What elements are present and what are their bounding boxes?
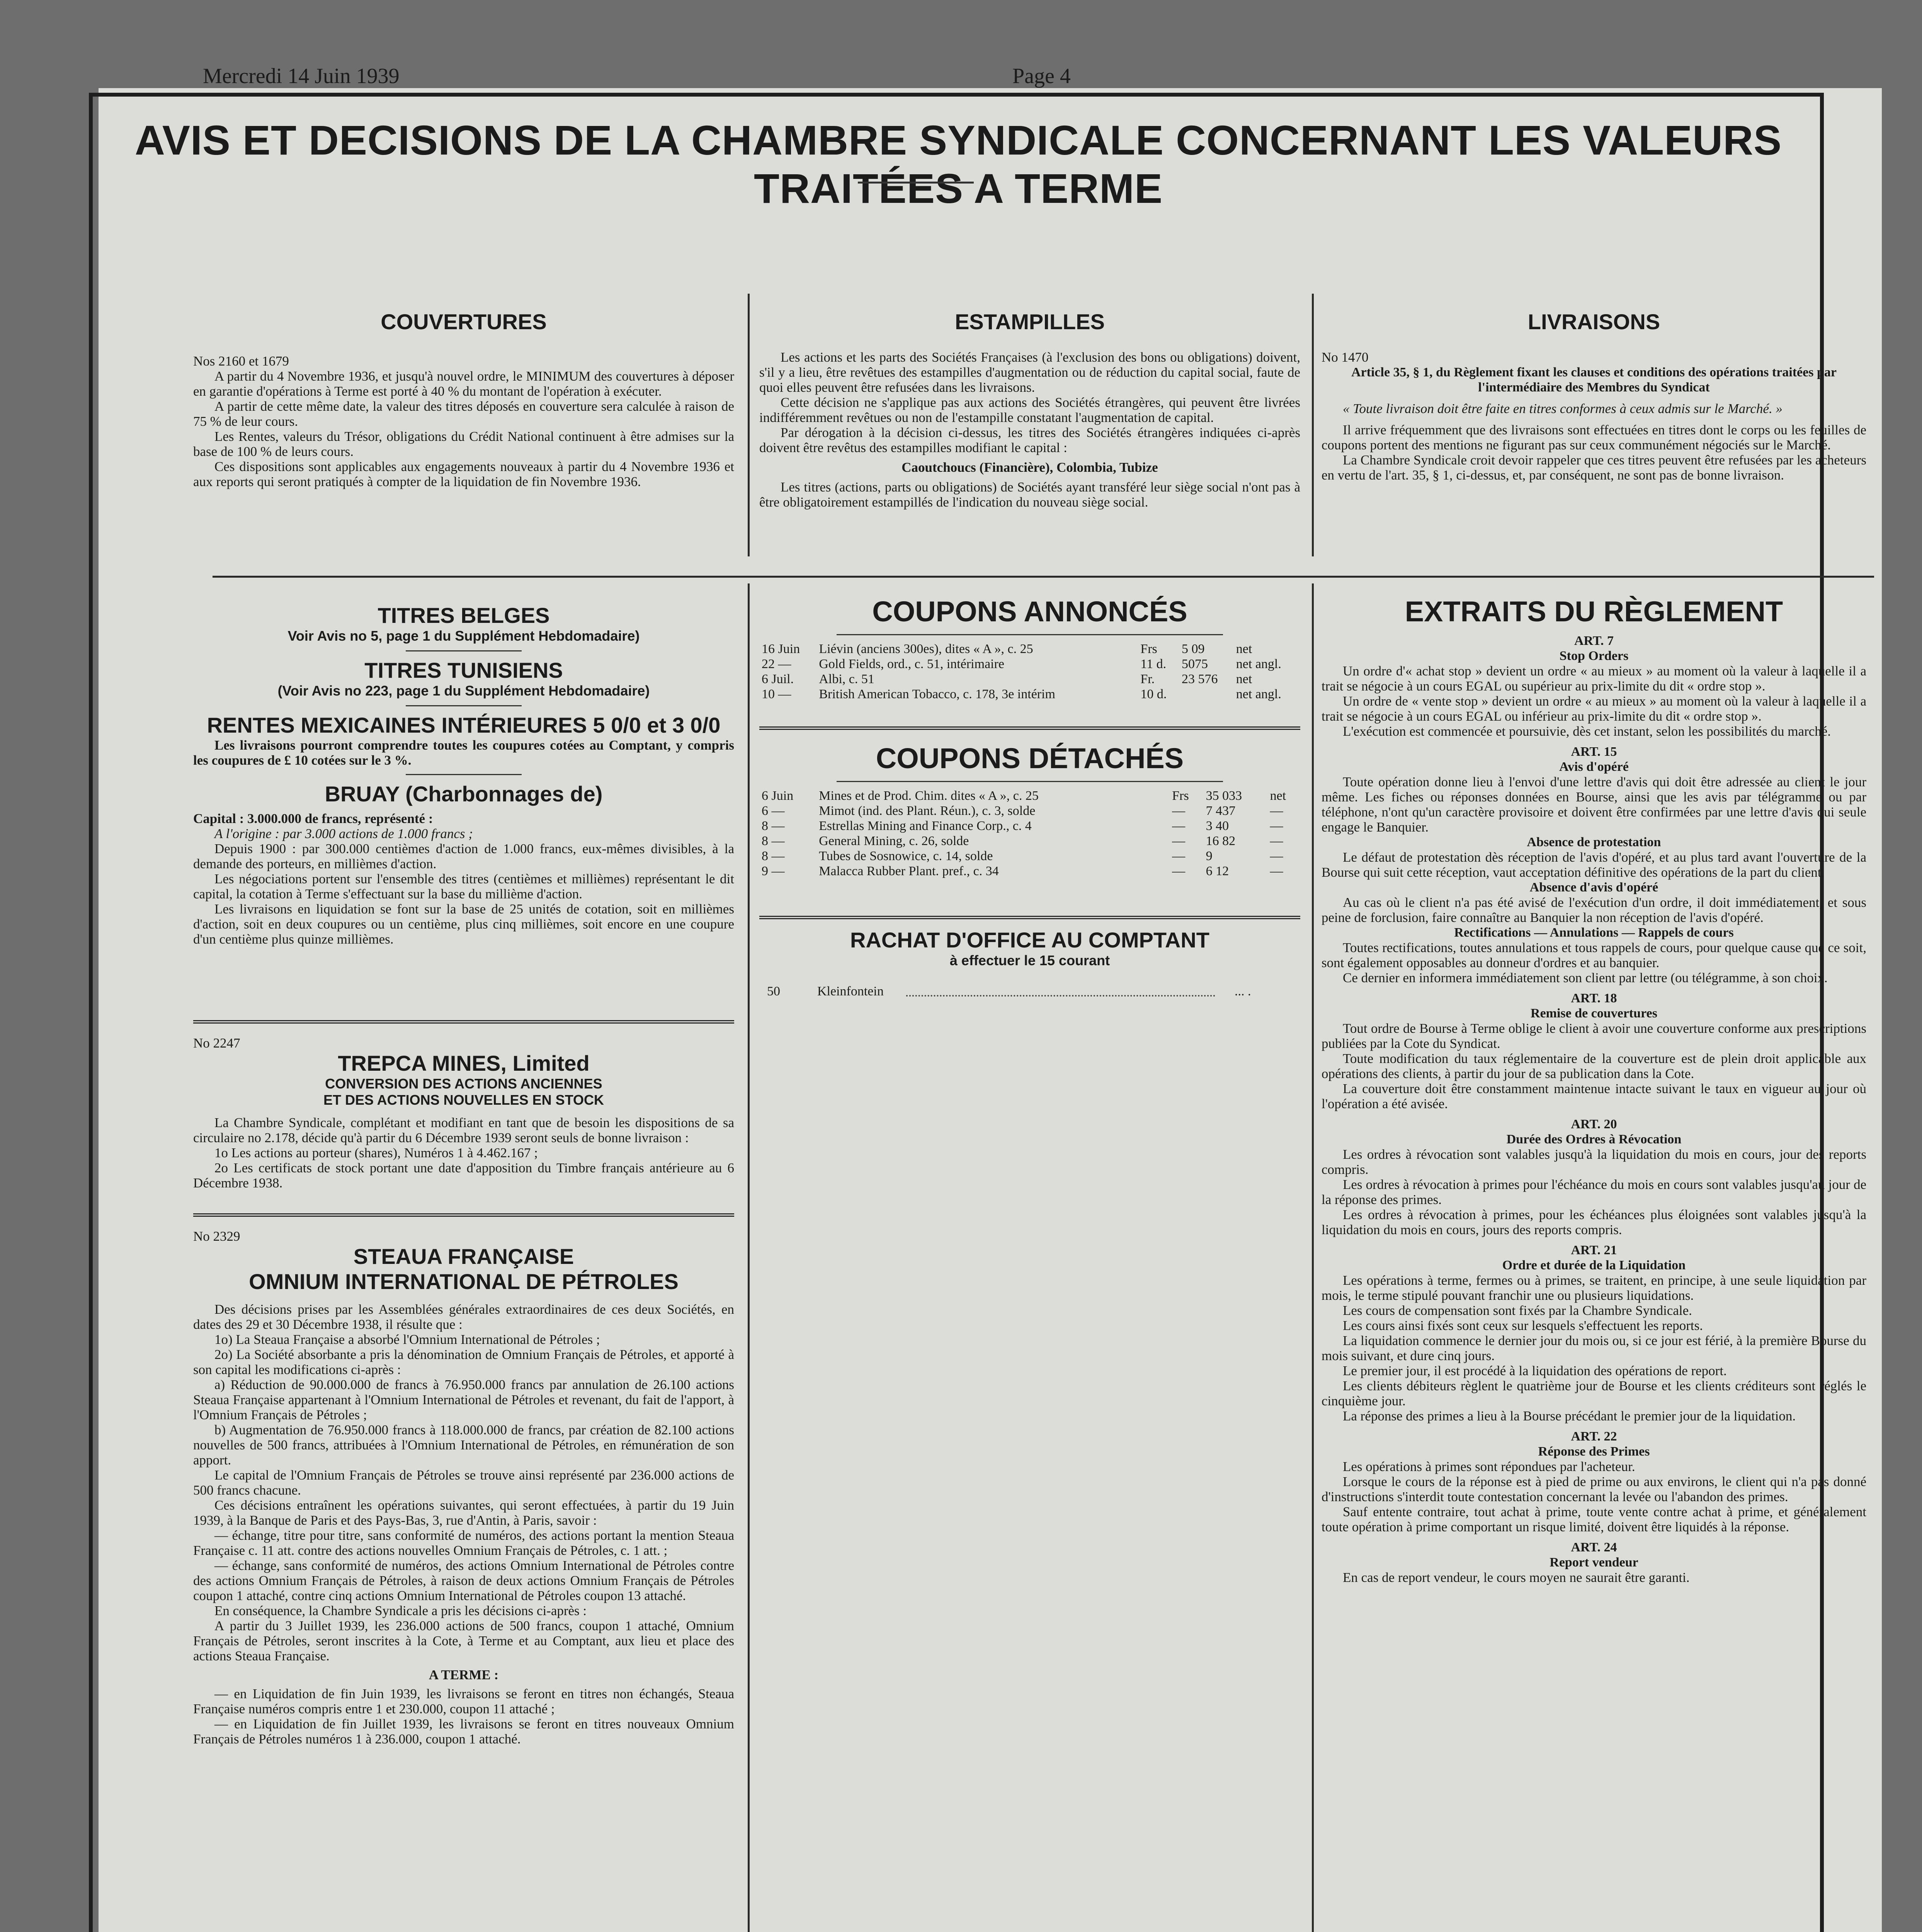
table-row: 8 — Estrellas Mining and Finance Corp., c. 4 — 3 40 — (762, 819, 1283, 833)
livraisons-heading: LIVRAISONS (1527, 310, 1660, 334)
estampilles-para-3: Par dérogation à la décision ci-dessus, les titres des Sociétés étrangères indiquées ci-après doivent être revêtus des estampilles modifiant le capital : (759, 425, 1300, 455)
steaua-ref: No 2329 (193, 1229, 240, 1244)
steaua-section (193, 1229, 734, 1747)
steaua-para-10: En conséquence, la Chambre Syndicale a pris les décisions ci-après : (214, 1603, 587, 1618)
article-number: ART. 15 (1571, 745, 1617, 759)
trepca-sub-2: ET DES ACTIONS NOUVELLES EN STOCK (323, 1092, 604, 1108)
table-row: 10 — British American Tobacco, c. 178, 3e intérim 10 d. net angl. (762, 687, 1281, 701)
article-title: Avis d'opéré (1559, 760, 1629, 774)
table-row: 6 — Mimot (ind. des Plant. Réun.), c. 3, solde — 7 437 — (762, 804, 1283, 818)
bruay-para-3: Les livraisons en liquidation se font sur la base de 25 unités de cotation, soit en millièmes d'action, soit en deux coupures ou un centième, plus cinq millièmes, soit encore en une coupure d'un centième plus quinze millièmes. (193, 901, 734, 947)
coupons-detaches-table (759, 788, 1300, 879)
estampilles-section (759, 309, 1300, 510)
steaua-para-9: — échange, sans conformité de numéros, des actions Omnium International de Pétroles contre des actions Omnium Français de Pétroles, à raison de deux actions Omnium Français de Pétroles coupon 1 attaché, contre cinq actions Omnium International de Pétroles coupon 13 attaché. (193, 1558, 734, 1603)
left-column (193, 603, 734, 947)
coupons-annonces-section (759, 595, 1300, 702)
livraisons-ref: No 1470 (1322, 350, 1369, 365)
article-paragraph: Toutes rectifications, toutes annulations et tous rappels de cours, pour quelque cause que ce soit, sont également opposables au donneur d'ordres et au banquier. (1322, 940, 1866, 970)
article-paragraph: Le premier jour, il est procédé à la liquidation des opérations de report. (1343, 1363, 1727, 1378)
title-divider (858, 182, 974, 184)
article-paragraph: Les opérations à terme, fermes ou à primes, se traitent, en principe, à une seule liquidation par mois, le terme stipulé pouvant franchir une ou plusieurs liquidations. (1322, 1273, 1866, 1303)
extraits-section (1322, 595, 1866, 1585)
table-row: 22 — Gold Fields, ord., c. 51, intérimaire 11 d. 5075 net angl. (762, 657, 1281, 671)
titres-belges-sub: Voir Avis no 5, page 1 du Supplément Hebdomadaire) (287, 628, 640, 644)
trepca-section (193, 1036, 734, 1190)
steaua-para-11: A partir du 3 Juillet 1939, les 236.000 actions de 500 francs, coupon 1 attaché, Omnium Français de Pétroles, seront inscrites à la Cote, à Terme et au Comptant, aux lieu et place des actions Steaua Française. (193, 1618, 734, 1663)
section-rule (193, 1020, 734, 1024)
article-number: ART. 20 (1571, 1117, 1617, 1131)
article-paragraph: En cas de report vendeur, le cours moyen ne saurait être garanti. (1343, 1570, 1690, 1585)
article-title: Durée des Ordres à Révocation (1506, 1132, 1682, 1146)
livraisons-para-1: Il arrive fréquemment que des livraisons sont effectuées en titres dont le corps ou les feuilles de coupons portent des mentions ne figurant pas sur ceux communément négociés sur le Marché. (1322, 422, 1866, 452)
section-rule (759, 726, 1300, 730)
estampilles-para-4: Les titres (actions, parts ou obligations) de Sociétés ayant transféré leur siège social n'ont pas à être obligatoirement estampillés de l'indication du nouveau siège social. (759, 480, 1300, 510)
section-rule (193, 1213, 734, 1217)
column-rule (1312, 294, 1314, 556)
article-number: ART. 24 (1571, 1540, 1617, 1554)
estampilles-heading: ESTAMPILLES (955, 310, 1105, 334)
section-rule (759, 916, 1300, 919)
couvertures-para-3: Les Rentes, valeurs du Trésor, obligations du Crédit National continuent à être admises sur la base de 100 % de leurs cours. (193, 429, 734, 459)
steaua-para-12: — en Liquidation de fin Juin 1939, les livraisons se feront en titres non échangés, Steaua Française numéros compris entre 1 et 230.000, coupon 11 attaché ; (193, 1686, 734, 1716)
article-title: Réponse des Primes (1538, 1444, 1650, 1459)
couvertures-heading: COUVERTURES (381, 310, 547, 334)
rachat-heading: RACHAT D'OFFICE AU COMPTANT (850, 928, 1209, 952)
livraisons-para-2: La Chambre Syndicale croit devoir rappeler que ces titres peuvent être refusées par les acheteurs en vertu de l'art. 35, § 1, ci-dessus, et, par conséquent, ne sont pas de bonne livraison. (1322, 452, 1866, 483)
article-paragraph: Toute modification du taux réglementaire de la couverture est de plein droit applicable aux opérations des clients, à partir du jour de sa publication dans la Cote. (1322, 1051, 1866, 1081)
article-title: Ordre et durée de la Liquidation (1502, 1258, 1686, 1272)
bruay-heading: BRUAY (Charbonnages de) (325, 782, 603, 806)
article-paragraph: Le défaut de protestation dès réception de l'avis d'opéré, et au plus tard avant l'ouverture de la Bourse qui suit cette réception, vaut acceptation définitive des opérations de la part du client. (1322, 850, 1866, 880)
trepca-para: La Chambre Syndicale, complétant et modifiant en tant que de besoin les dispositions de sa circulaire no 2.178, décide qu'à partir du 6 Décembre 1939 seront seuls de bonne livraison : (193, 1115, 734, 1145)
bruay-para-1: Depuis 1900 : par 300.000 centièmes d'action de 1.000 francs, eux-mêmes divisibles, à la demande des porteurs, en millièmes d'action. (193, 841, 734, 871)
article-paragraph: La liquidation commence le dernier jour du mois ou, si ce jour est férié, à la première Bourse du mois suivant, et dure cinq jours. (1322, 1333, 1866, 1363)
article-paragraph: Toute opération donne lieu à l'envoi d'une lettre d'avis qui doit être adressée au client le jour même. Les fiches ou réponses données en Bourse, ainsi que les avis par télégramme ou par téléphone, n'ont qu'un caractère provisoire et doivent être confirmées par une lettre d'avis qui seule engage le Banquier. (1322, 774, 1866, 835)
trepca-item-1: 1o Les actions au porteur (shares), Numéros 1 à 4.462.167 ; (214, 1145, 538, 1160)
bruay-line-1: Capital : 3.000.000 de francs, représenté : (193, 811, 433, 826)
article-title: Remise de couvertures (1531, 1006, 1657, 1020)
header-page-number: Page 4 (1012, 64, 1071, 88)
trepca-ref: No 2247 (193, 1036, 240, 1051)
estampilles-para-1: Les actions et les parts des Sociétés Françaises (à l'exclusion des bons ou obligations) doivent, s'il y a lieu, être revêtues des estampilles d'augmentation ou de réduction du capital social, faute de quoi elles peuvent être refusées dans les livraisons. (759, 350, 1300, 395)
rachat-row: 50 Kleinfontein ... . (767, 984, 1251, 998)
article-paragraph: Les opérations à primes sont répondues par l'acheteur. (1343, 1459, 1635, 1474)
article-paragraph: L'exécution est commencée et poursuivie, dès cet instant, selon les possibilités du marché. (1343, 724, 1831, 739)
trepca-item-2: 2o Les certificats de stock portant une date d'apposition du Timbre français antérieure au 6 Décembre 1938. (193, 1160, 734, 1190)
page-title: AVIS ET DECISIONS DE LA CHAMBRE SYNDICALE CONCERNANT LES VALEURS TRAITÉES A TERME (134, 117, 1782, 212)
article-paragraph: La réponse des primes a lieu à la Bourse précédant le premier jour de la liquidation. (1343, 1408, 1796, 1423)
livraisons-section (1322, 309, 1866, 483)
coupons-detaches-heading: COUPONS DÉTACHÉS (876, 742, 1184, 774)
steaua-para-8: — échange, titre pour titre, sans conformité de numéros, des actions portant la mention Steaua Française c. 11 att. contre des actions nouvelles Omnium Français de Pétroles, c. 1 att. ; (193, 1528, 734, 1558)
article-title: Rectifications — Annulations — Rappels de cours (1454, 925, 1734, 940)
article-title: Report vendeur (1550, 1555, 1638, 1570)
article-title: Absence d'avis d'opéré (1529, 880, 1658, 895)
rachat-section (759, 927, 1300, 1000)
estampilles-companies: Caoutchoucs (Financière), Colombia, Tubize (901, 460, 1158, 475)
steaua-para-5: b) Augmentation de 76.950.000 francs à 118.000.000 de francs, par création de 82.100 actions nouvelles de 500 francs, attribuées à l'Omnium International de Pétroles, en rémunération de son apport. (193, 1422, 734, 1468)
column-rule (748, 583, 750, 1932)
bruay-para-2: Les négociations portent sur l'ensemble des titres (centièmes et millièmes) représentant le dit capital, la cotation à Terme s'effectuant sur la base du millième d'action. (193, 871, 734, 901)
article-paragraph: Les ordres à révocation à primes, pour les échéances plus éloignées sont valables jusqu'à la liquidation du mois en cours, jours des reports compris. (1322, 1207, 1866, 1237)
livraisons-quote: « Toute livraison doit être faite en titres conformes à ceux admis sur le Marché. » (1343, 401, 1783, 416)
article-paragraph: Tout ordre de Bourse à Terme oblige le client à avoir une couverture conforme aux prescriptions publiées par la Cote du Syndicat. (1322, 1021, 1866, 1051)
titres-belges-heading: TITRES BELGES (378, 603, 550, 628)
table-row: 8 — Tubes de Sosnowice, c. 14, solde — 9 — (762, 849, 1283, 863)
rentes-heading: RENTES MEXICAINES INTÉRIEURES 5 0/0 et 3 0/0 (207, 713, 721, 737)
steaua-para-4: a) Réduction de 90.000.000 de francs à 76.950.000 francs par annulation de 26.100 actions Steaua Française appartenant à l'Omnium International de Pétroles et revenant, du fait de l'apport, à l'Omnium Français de Pétroles ; (193, 1377, 734, 1422)
column-rule (1312, 583, 1314, 1932)
bruay-line-2: A l'origine : par 3.000 actions de 1.000 francs ; (214, 826, 473, 841)
article-paragraph: Les clients débiteurs règlent le quatrième jour de Bourse et les clients créditeurs sont réglés le cinquième jour. (1322, 1378, 1866, 1408)
titres-tunisiens-sub: (Voir Avis no 223, page 1 du Supplément Hebdomadaire) (277, 683, 650, 699)
article-number: ART. 7 (1574, 634, 1614, 648)
article-title: Stop Orders (1559, 649, 1629, 663)
steaua-heading-1: STEAUA FRANÇAISE (353, 1244, 574, 1269)
article-paragraph: Au cas où le client n'a pas été avisé de l'exécution d'un ordre, il doit immédiatement, et sous peine de forclusion, faire connaître au Banquier la non réception de l'avis d'opéré. (1322, 895, 1866, 925)
trepca-sub-1: CONVERSION DES ACTIONS ANCIENNES (325, 1076, 602, 1092)
trepca-heading: TREPCA MINES, Limited (338, 1051, 590, 1075)
steaua-para-1: Des décisions prises par les Assemblées générales extraordinaires de ces deux Sociétés, en dates des 29 et 30 Décembre 1938, il résulte que : (193, 1302, 734, 1332)
article-paragraph: Les cours ainsi fixés sont ceux sur lesquels s'effectuent les reports. (1343, 1318, 1703, 1333)
couvertures-section (193, 309, 734, 489)
couvertures-ref: Nos 2160 et 1679 (193, 354, 289, 369)
estampilles-para-2: Cette décision ne s'applique pas aux actions des Sociétés étrangères, qui peuvent être livrées indifféremment revêtues ou non de l'estampille constatant l'augmentation de capital. (759, 395, 1300, 425)
article-number: ART. 18 (1571, 991, 1617, 1005)
article-paragraph: Ce dernier en informera immédiatement son client par lettre (ou télégramme, à son choix. (1343, 970, 1828, 985)
header-date: Mercredi 14 Juin 1939 (203, 64, 400, 88)
steaua-para-13: — en Liquidation de fin Juillet 1939, les livraisons se feront en titres nouveaux Omnium Français de Pétroles numéros 1 à 236.000, coupon 1 attaché. (193, 1716, 734, 1747)
section-rule (213, 576, 1874, 578)
article-paragraph: Un ordre d'« achat stop » devient un ordre « au mieux » au moment où la valeur à laquelle il a trait se négocie à un cours EGAL ou supérieur au prix-limite du dit « ordre stop ». (1322, 663, 1866, 694)
steaua-para-7: Ces décisions entraînent les opérations suivantes, qui seront effectuées, à partir du 19 Juin 1939, à la Banque de Paris et des Pays-Bas, 3, rue d'Antin, à Paris, savoir : (193, 1498, 734, 1528)
article-number: ART. 22 (1571, 1429, 1617, 1444)
article-title: Absence de protestation (1527, 835, 1661, 849)
couvertures-para-2: A partir de cette même date, la valeur des titres déposés en couverture sera calculée à raison de 75 % de leur cours. (193, 399, 734, 429)
table-row: 6 Juil. Albi, c. 51 Fr. 23 576 net (762, 672, 1252, 686)
titres-tunisiens-heading: TITRES TUNISIENS (364, 658, 563, 682)
article-paragraph: Les cours de compensation sont fixés par la Chambre Syndicale. (1343, 1303, 1692, 1318)
steaua-para-3: 2o) La Société absorbante a pris la dénomination de Omnium Français de Pétroles, et apporté à son capital les modifications ci-après : (193, 1347, 734, 1377)
couvertures-para-4: Ces dispositions sont applicables aux engagements nouveaux à partir du 4 Novembre 1936 et aux reports qui seront pratiqués à compter de la liquidation de fin Novembre 1936. (193, 459, 734, 489)
couvertures-para-1: A partir du 4 Novembre 1936, et jusqu'à nouvel ordre, le MINIMUM des couvertures à déposer en garantie d'opérations à Terme est porté à 40 % du montant de l'opération à exécuter. (193, 369, 734, 399)
livraisons-article: Article 35, § 1, du Règlement fixant les clauses et conditions des opérations traitées par l'intermédiaire des Membres du Syndicat (1351, 365, 1837, 395)
rentes-text: Les livraisons pourront comprendre toutes les coupures cotées au Comptant, y compris les coupures de £ 10 cotées sur le 3 %. (193, 738, 734, 768)
table-row: 16 Juin Liévin (anciens 300es), dites « A », c. 25 Frs 5 09 net (762, 642, 1252, 656)
steaua-aterme: A TERME : (429, 1667, 499, 1682)
steaua-para-2: 1o) La Steaua Française a absorbé l'Omnium International de Pétroles ; (214, 1332, 600, 1347)
article-paragraph: Les ordres à révocation à primes pour l'échéance du mois en cours sont valables jusqu'au jour de la réponse des primes. (1322, 1177, 1866, 1207)
steaua-para-6: Le capital de l'Omnium Français de Pétroles se trouve ainsi représenté par 236.000 actions de 500 francs chacune. (193, 1468, 734, 1498)
table-row: 8 — General Mining, c. 26, solde — 16 82 — (762, 834, 1283, 848)
coupons-detaches-section (759, 742, 1300, 879)
steaua-heading-2: OMNIUM INTERNATIONAL DE PÉTROLES (249, 1269, 679, 1294)
table-row: 6 Juin Mines et de Prod. Chim. dites « A », c. 25 Frs 35 033 net (762, 789, 1286, 803)
table-row: 9 — Malacca Rubber Plant. pref., c. 34 — 6 12 — (762, 864, 1283, 878)
coupons-annonces-table (759, 641, 1300, 702)
article-paragraph: Un ordre de « vente stop » devient un ordre « au mieux » au moment où la valeur à laquelle il a trait se négocie à un cours EGAL ou inférieur au prix-limite du dit « ordre stop ». (1322, 694, 1866, 724)
rachat-sub: à effectuer le 15 courant (949, 952, 1110, 968)
article-number: ART. 21 (1571, 1243, 1617, 1257)
article-paragraph: Sauf entente contraire, tout achat à prime, toute vente contre achat à prime, et généralement toute opération à prime comportant un risque limité, doivent être liquidés à la réponse. (1322, 1504, 1866, 1534)
article-paragraph: Les ordres à révocation sont valables jusqu'à la liquidation du mois en cours, jour des reports compris. (1322, 1147, 1866, 1177)
article-paragraph: La couverture doit être constamment maintenue intacte suivant le taux en vigueur au jour où l'opération a été avisée. (1322, 1081, 1866, 1111)
coupons-annonces-heading: COUPONS ANNONCÉS (872, 595, 1187, 628)
column-rule (748, 294, 750, 556)
extraits-heading: EXTRAITS DU RÈGLEMENT (1405, 595, 1783, 628)
article-paragraph: Lorsque le cours de la réponse est à pied de prime ou aux environs, le client qui n'a pas donné d'instructions s'interdit toute contestation concernant la levée ou l'abandon des primes. (1322, 1474, 1866, 1504)
